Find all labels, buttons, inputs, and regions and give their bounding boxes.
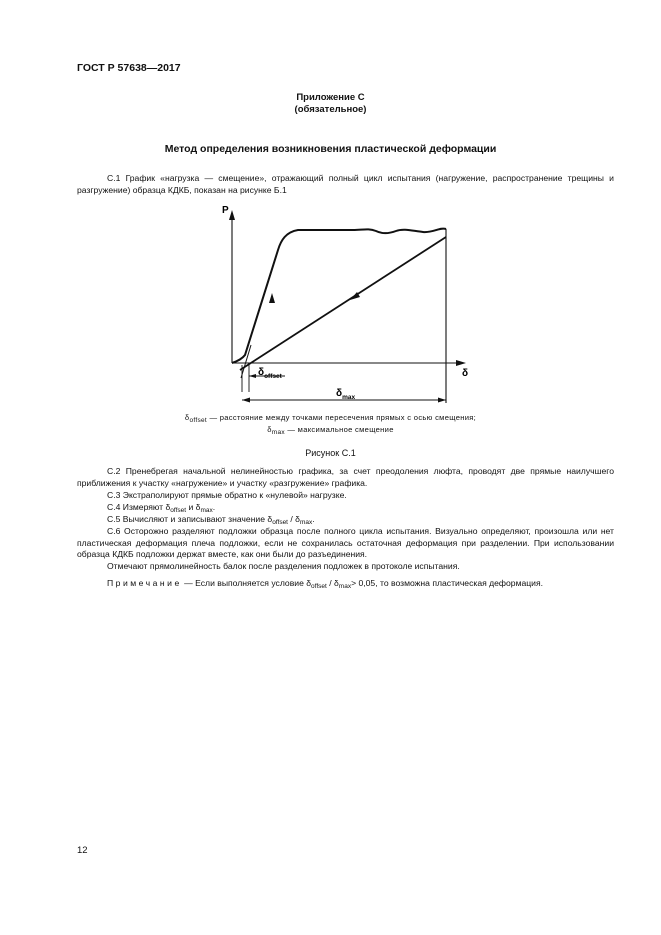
max-arrow-right [438, 398, 446, 403]
max-label: $\delta_{max}$ [336, 388, 356, 401]
unloading-line [240, 237, 446, 370]
figure-legend-line2: $\delta_{max}$ — максимальное смещение [267, 425, 394, 436]
load-displacement-figure [218, 200, 478, 405]
x-axis-label: δ [462, 368, 469, 379]
paragraph-c7: Отмечают прямолинейность балок после разделения подложек в протоколе испытания. [107, 561, 460, 571]
offset-arrow [249, 374, 256, 378]
paragraph-c6: С.6 Осторожно разделяют подложки образца после полного цикла испытания. Визуально определяют, произошла или нет пластическая деформация плеча подложки, если не сохранилась остаточная деформация при разделении. При использовании образца КДКБ подложки держат вместе, как они были до разъединения. [77, 526, 614, 559]
note-paragraph: Примечание — Если выполняется условие $\delta_{offset} / \delta_{max}> 0,05$, то возможна пластическая деформация. [107, 578, 544, 590]
figure-legend-line1: $\delta_{offset}$ — расстояние между точками пересечения прямых с осью смещения; [184, 413, 477, 424]
appendix-title: Приложение С [296, 92, 365, 103]
y-axis-arrow [229, 210, 235, 220]
paragraph-c1: С.1 График «нагрузка — смещение», отражающий полный цикл испытания (нагружение, распространение трещины и разгружение) образца КДКБ, показан на рисунке Б.1 [77, 173, 614, 195]
y-axis-label: P [222, 205, 229, 216]
offset-label: $\delta_{offset}$ [258, 367, 282, 380]
note-label: Примечание [107, 578, 182, 588]
x-axis-arrow [456, 360, 466, 366]
paragraph-c3: С.3 Экстраполируют прямые обратно к «нулевой» нагрузке. [107, 490, 347, 500]
section-title: Метод определения возникновения пластической деформации [164, 143, 497, 155]
max-arrow-left [242, 398, 250, 403]
paragraph-c5: С.5 Вычисляют и записывают значение $\delta_{offset} / \delta_{max}$. [107, 514, 315, 526]
paragraph-c2: С.2 Пренебрегая начальной нелинейностью графика, за счет преодоления люфта, проводят две прямые наилучшего приближения к участку «нагружение» и участку «разгружение» графика. [77, 466, 614, 488]
appendix-status: (обязательное) [294, 104, 367, 115]
standard-header: ГОСТ Р 57638—2017 [77, 62, 181, 74]
page-number: 12 [77, 845, 88, 856]
figure-caption: Рисунок С.1 [305, 448, 356, 458]
loading-arrow [269, 293, 275, 303]
loading-curve [232, 229, 446, 363]
paragraph-c4: С.4 Измеряют $\delta_{offset}$ и $\delta_{max}$. [107, 502, 216, 514]
